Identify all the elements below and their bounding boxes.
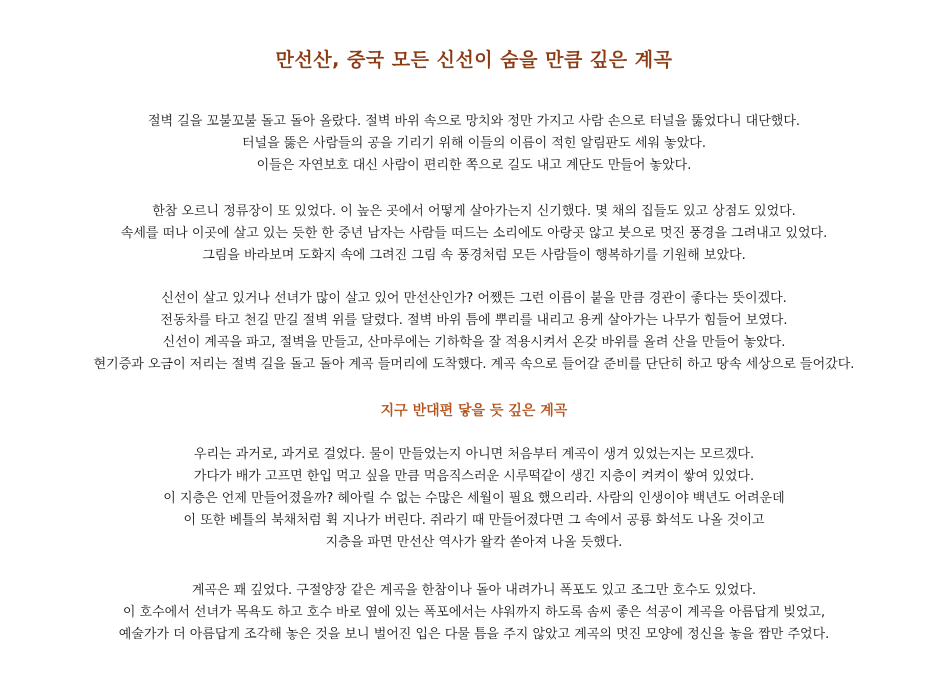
text-line: 현기증과 오금이 저리는 절벽 길을 돌고 돌아 계곡 들머리에 도착했다. 계곡 속으로 들어갈 준비를 단단히 하고 땅속 세상으로 들어갔다. [93,357,855,372]
text-line: 신선이 계곡을 파고, 절벽을 만들고, 산마루에는 기하학을 잘 적용시켜서 온갖 바위를 올려 산을 만들어 놓았다. [162,335,786,350]
text-line: 그림을 바라보며 도화지 속에 그려진 그림 속 풍경처럼 모든 사람들이 행복하기를 기원해 보았다. [202,248,746,263]
text-line: 지층을 파면 만선산 역사가 왈칵 쏟아져 나올 듯했다. [325,535,623,550]
text-line: 이 지층은 언제 만들어졌을까? 헤아릴 수 없는 수많은 세월이 필요 했으리라. 사람의 인생이야 백년도 어려운데 [163,491,785,506]
paragraph-4 [0,444,948,554]
text-line: 전동차를 타고 천길 만길 절벽 위를 달렸다. 절벽 바위 틈에 뿌리를 내리고 용케 살아가는 나무가 힘들어 보였다. [160,313,788,328]
text-line: 예술가가 더 아름답게 조각해 놓은 것을 보니 벌어진 입은 다물 틈을 주지 않았고 계곡의 멋진 모양에 정신을 놓을 짬만 주었다. [118,627,830,642]
text-line: 가다가 배가 고프면 한입 먹고 싶을 만큼 먹음직스러운 시루떡같이 생긴 지층이 켜켜이 쌓여 있었다. [193,469,755,484]
paragraph-3 [0,288,948,376]
text-line: 이 호수에서 선녀가 목욕도 하고 호수 바로 옆에 있는 폭포에서는 샤워까지 하도록 솜씨 좋은 석공이 계곡을 아름답게 빚었고, [122,605,826,620]
text-line: 우리는 과거로, 과거로 걸었다. 물이 만들었는지 아니면 처음부터 계곡이 생겨 있었는지는 모르겠다. [193,447,755,462]
text-line: 이들은 자연보호 대신 사람이 편리한 쪽으로 길도 내고 계단도 만들어 놓았다. [256,158,692,173]
text-line: 신선이 살고 있거나 선녀가 많이 살고 있어 만선산인가? 어쨌든 그런 이름이 붙을 만큼 경관이 좋다는 뜻이겠다. [161,291,787,306]
text-line: 터널을 뚫은 사람들의 공을 기리기 위해 이들의 이름이 적힌 알림판도 세워 놓았다. [241,136,706,151]
paragraph-2 [0,201,948,267]
text-line: 이 또한 베틀의 북채처럼 휙 지나가 버린다. 쥐라기 때 만들어졌다면 그 속에서 공룡 화석도 나올 것이고 [183,513,765,528]
paragraph-5 [0,580,948,646]
text-line: 속세를 떠나 이곳에 살고 있는 듯한 한 중년 남자는 사람들 떠드는 소리에도 아랑곳 않고 붓으로 멋진 풍경을 그려내고 있었다. [120,226,828,241]
text-line: 계곡은 꽤 깊었다. 구절양장 같은 계곡을 한참이나 돌아 내려가니 폭포도 있고 조그만 호수도 있었다. [191,583,757,598]
paragraph-1 [0,111,948,177]
text-line: 절벽 길을 꼬불꼬불 돌고 돌아 올랐다. 절벽 바위 속으로 망치와 정만 가지고 사람 손으로 터널을 뚫었다니 대단했다. [147,114,801,129]
section-subtitle: 지구 반대편 닿을 듯 깊은 계곡 [380,403,568,419]
text-line: 한참 오르니 정류장이 또 있었다. 이 높은 곳에서 어떻게 살아가는지 신기했다. 몇 채의 집들도 있고 상점도 있었다. [152,204,796,219]
article-title: 만선산, 중국 모든 신선이 숨을 만큼 깊은 계곡 [275,49,673,71]
